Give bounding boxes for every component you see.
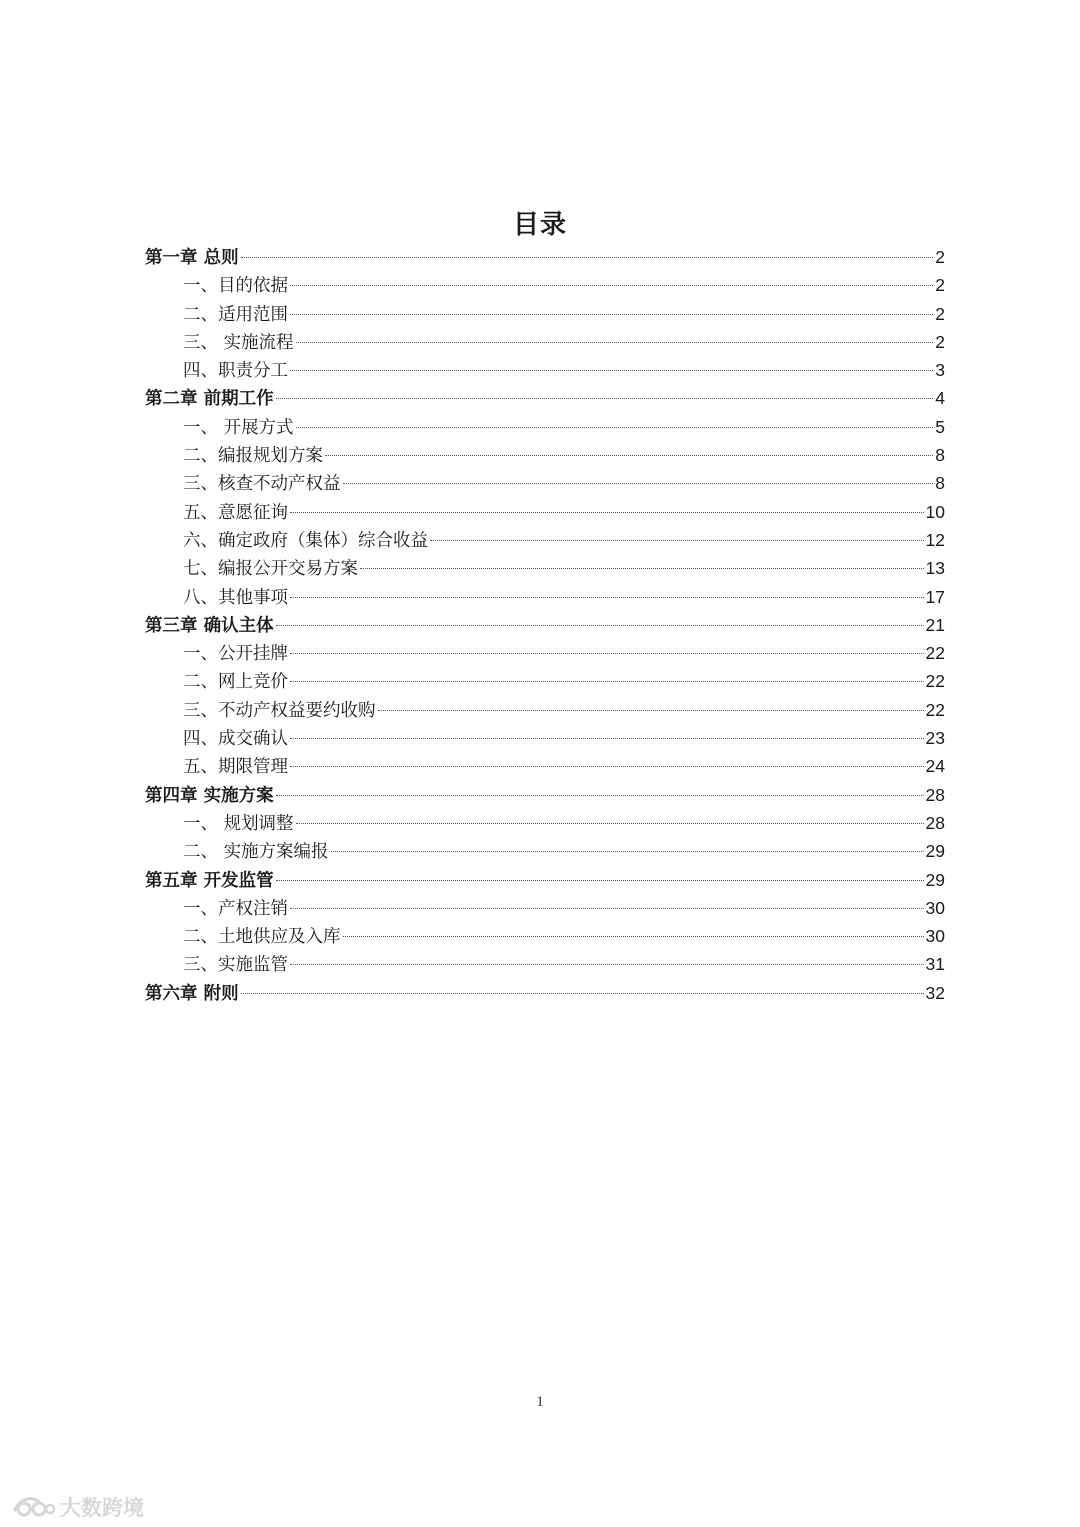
toc-entry-label: 二、土地供应及入库 — [183, 927, 341, 948]
toc-entry-label: 第一章 总则 — [145, 248, 239, 268]
toc-chapter-entry[interactable] — [145, 385, 945, 413]
toc-entry-label: 一、产权注销 — [183, 898, 288, 919]
toc-entry-label: 一、 开展方式 — [183, 417, 294, 438]
toc-section-entry[interactable] — [145, 725, 945, 753]
toc-dot-leader — [331, 851, 924, 852]
toc-entry-label: 二、编报规划方案 — [183, 446, 323, 467]
toc-entry-page: 8 — [935, 445, 945, 466]
toc-entry-label: 第四章 实施方案 — [145, 785, 274, 806]
toc-section-entry[interactable] — [145, 895, 945, 923]
toc-section-entry[interactable] — [145, 951, 945, 979]
toc-entry-page: 2 — [935, 331, 945, 352]
toc-dot-leader — [378, 710, 924, 711]
toc-dot-leader — [290, 314, 933, 315]
toc-section-entry[interactable] — [145, 555, 945, 583]
toc-entry-page: 3 — [935, 360, 945, 381]
toc-section-entry[interactable] — [145, 329, 945, 357]
toc-entry-page: 22 — [925, 671, 945, 692]
toc-entry-page: 30 — [925, 926, 945, 947]
toc-dot-leader — [276, 398, 934, 399]
toc-dot-leader — [343, 936, 924, 937]
toc-entry-label: 四、成交确认 — [183, 729, 288, 750]
toc-entry-page: 31 — [925, 954, 945, 975]
toc-section-entry[interactable] — [145, 414, 945, 442]
toc-entry-label: 二、网上竞价 — [183, 672, 288, 693]
toc-dot-leader — [290, 370, 933, 371]
toc-entry-page: 29 — [925, 841, 945, 862]
toc-dot-leader — [276, 795, 924, 796]
toc-entry-page: 22 — [925, 699, 945, 720]
toc-entry-label: 八、其他事项 — [183, 587, 288, 608]
toc-chapter-entry[interactable] — [145, 980, 945, 1008]
toc-entry-label: 三、实施监管 — [183, 955, 288, 976]
watermark-text: 大数跨境 — [60, 1496, 144, 1520]
toc-entry-label: 一、 规划调整 — [183, 813, 294, 834]
toc-entry-page: 21 — [925, 614, 945, 635]
toc-entry-page: 30 — [925, 897, 945, 918]
toc-section-entry[interactable] — [145, 442, 945, 470]
toc-entry-label: 二、适用范围 — [183, 304, 288, 325]
toc-dot-leader — [296, 427, 934, 428]
toc-chapter-entry[interactable] — [145, 612, 945, 640]
toc-entry-page: 29 — [925, 869, 945, 890]
page-title: 目录 — [512, 210, 567, 240]
toc-entry-page: 24 — [925, 756, 945, 777]
page-number: 1 — [536, 1394, 544, 1410]
toc-dot-leader — [290, 597, 924, 598]
toc-entry-page: 13 — [925, 558, 945, 579]
toc-section-entry[interactable] — [145, 923, 945, 951]
toc-dot-leader — [290, 681, 924, 682]
toc-entry-page: 2 — [935, 303, 945, 324]
toc-entry-page: 4 — [935, 388, 945, 409]
toc-entry-label: 四、职责分工 — [183, 361, 288, 382]
watermark — [12, 1492, 144, 1522]
toc-entry-label: 三、 实施流程 — [183, 332, 294, 353]
toc-dot-leader — [325, 455, 933, 456]
toc-section-entry[interactable] — [145, 640, 945, 668]
toc-dot-leader — [296, 342, 934, 343]
toc-entry-label: 第五章 开发监管 — [145, 870, 274, 891]
table-of-contents — [145, 244, 945, 1008]
toc-entry-page: 17 — [925, 586, 945, 607]
toc-section-entry[interactable] — [145, 810, 945, 838]
toc-section-entry[interactable] — [145, 357, 945, 385]
toc-dot-leader — [290, 908, 924, 909]
toc-entry-page: 23 — [925, 728, 945, 749]
toc-dot-leader — [290, 964, 924, 965]
toc-entry-page: 2 — [935, 247, 945, 267]
toc-dot-leader — [276, 625, 924, 626]
toc-dot-leader — [290, 738, 924, 739]
toc-section-entry[interactable] — [145, 838, 945, 866]
toc-section-entry[interactable] — [145, 470, 945, 498]
toc-section-entry[interactable] — [145, 753, 945, 781]
toc-chapter-entry[interactable] — [145, 867, 945, 895]
toc-section-entry[interactable] — [145, 697, 945, 725]
toc-section-entry[interactable] — [145, 668, 945, 696]
toc-entry-label: 一、目的依据 — [183, 276, 288, 297]
toc-entry-label: 六、确定政府（集体）综合收益 — [183, 530, 428, 551]
toc-entry-page: 5 — [935, 416, 945, 437]
toc-section-entry[interactable] — [145, 272, 945, 300]
toc-entry-page: 8 — [935, 473, 945, 494]
eye-logo-icon — [12, 1494, 56, 1520]
toc-section-entry[interactable] — [145, 584, 945, 612]
toc-dot-leader — [360, 568, 924, 569]
toc-dot-leader — [343, 483, 934, 484]
toc-entry-page: 32 — [925, 982, 945, 1003]
toc-entry-label: 三、不动产权益要约收购 — [183, 700, 376, 721]
toc-dot-leader — [290, 653, 924, 654]
toc-entry-page: 28 — [925, 812, 945, 833]
toc-entry-label: 第六章 附则 — [145, 983, 239, 1004]
toc-dot-leader — [290, 512, 924, 513]
toc-chapter-entry[interactable] — [145, 244, 945, 272]
toc-entry-label: 第二章 前期工作 — [145, 389, 274, 410]
toc-entry-page: 12 — [925, 529, 945, 550]
toc-entry-page: 10 — [925, 501, 945, 522]
toc-dot-leader — [290, 766, 924, 767]
toc-entry-label: 七、编报公开交易方案 — [183, 559, 358, 580]
toc-entry-label: 五、期限管理 — [183, 757, 288, 778]
toc-dot-leader — [241, 993, 924, 994]
toc-dot-leader — [290, 285, 933, 286]
toc-section-entry[interactable] — [145, 301, 945, 329]
toc-entry-label: 二、 实施方案编报 — [183, 842, 329, 863]
toc-entry-page: 28 — [925, 784, 945, 805]
toc-entry-page: 2 — [935, 275, 945, 296]
toc-dot-leader — [430, 540, 924, 541]
toc-entry-label: 三、核查不动产权益 — [183, 474, 341, 495]
toc-entry-page: 22 — [925, 643, 945, 664]
toc-dot-leader — [296, 823, 924, 824]
toc-chapter-entry[interactable] — [145, 782, 945, 810]
toc-entry-label: 第三章 确认主体 — [145, 615, 274, 636]
toc-entry-label: 一、公开挂牌 — [183, 644, 288, 665]
toc-entry-label: 五、意愿征询 — [183, 502, 288, 523]
toc-section-entry[interactable] — [145, 527, 945, 555]
toc-dot-leader — [276, 880, 924, 881]
toc-section-entry[interactable] — [145, 499, 945, 527]
toc-dot-leader — [241, 257, 934, 258]
